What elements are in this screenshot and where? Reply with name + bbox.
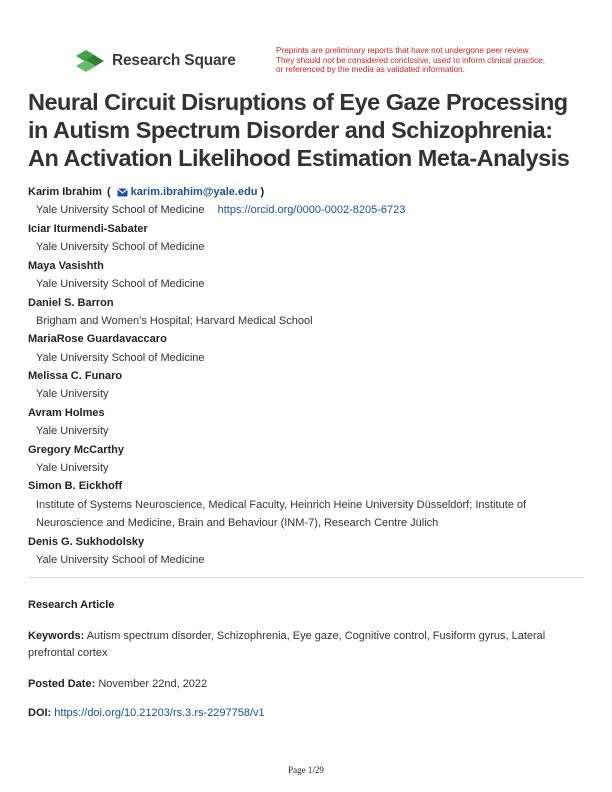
keywords: Keywords: Autism spectrum disorder, Schizophrenia, Eye gaze, Cognitive control, Fusiform gyrus, Lateral prefrontal cortex — [28, 630, 546, 659]
disclaimer-line: Preprints are preliminary reports that have not undergone peer review. — [276, 46, 531, 55]
author-name: Gregory McCarthy — [28, 443, 124, 456]
author-affiliation: Yale University School of Medicine — [36, 351, 205, 364]
author-email-link[interactable]: karim.ibrahim@yale.edu — [111, 183, 258, 201]
article-type: Research Article — [28, 599, 115, 611]
page-number: Page 1/29 — [288, 765, 324, 775]
section-divider — [28, 577, 584, 578]
author-list — [28, 183, 588, 569]
author-affiliation: Yale University — [36, 388, 109, 401]
doi: DOI: https://doi.org/10.21203/rs.3.rs-2297758/v1 — [28, 707, 265, 719]
doi-link[interactable]: https://doi.org/10.21203/rs.3.rs-2297758/v1 — [54, 707, 265, 719]
disclaimer-line: They should not be considered conclusive, used to inform clinical practice, — [276, 55, 545, 65]
posted-date: Posted Date: November 22nd, 2022 — [28, 678, 208, 690]
research-square-logo[interactable] — [76, 50, 236, 72]
envelope-icon — [117, 188, 128, 197]
author-name: Karim Ibrahim ( karim.ibrahim@yale.edu ) — [28, 183, 588, 201]
author-affiliation: Yale University — [36, 425, 109, 438]
author-affiliation: Yale University School of Medicine — [36, 553, 205, 566]
author-affiliation: Institute of Systems Neuroscience, Medical Faculty, Heinrich Heine University Düsseldorf; Institute of Neuroscience and Medicine, Brain and Behaviour (INM-7), Research Centre Jülich — [36, 498, 527, 530]
author-name: Denis G. Sukhodolsky — [28, 535, 145, 548]
preprint-disclaimer — [276, 46, 576, 75]
orcid-link[interactable]: https://orcid.org/0000-0002-8205-6723 — [217, 204, 406, 217]
author-affiliation: Yale University School of Medicine — [36, 277, 205, 290]
author-name: Iciar Iturmendi-Sabater — [28, 222, 148, 235]
paper-title: Neural Circuit Disruptions of Eye Gaze Processing in Autism Spectrum Disorder and Schizophrenia: An Activation Likelihood Estimation Meta-Analysis — [28, 89, 570, 171]
research-square-logo-icon — [76, 50, 104, 72]
disclaimer-line: or referenced by the media as validated information. — [276, 65, 465, 74]
author-name: MariaRose Guardavaccaro — [28, 333, 167, 346]
author-name: Maya Vasishth — [28, 259, 104, 272]
author-affiliation: Yale University School of Medicine — [36, 241, 205, 254]
author-affiliation: Yale University School of Medicine https://orcid.org/0000-0002-8205-6723 — [36, 204, 406, 217]
author-name: Melissa C. Funaro — [28, 370, 123, 383]
author-name: Avram Holmes — [28, 406, 105, 419]
logo-text: Research Square — [112, 52, 236, 69]
author-name: Simon B. Eickhoff — [28, 480, 123, 493]
author-affiliation: Brigham and Women’s Hospital; Harvard Medical School — [36, 314, 313, 327]
author-affiliation: Yale University — [36, 461, 109, 474]
author-name: Daniel S. Barron — [28, 296, 114, 309]
